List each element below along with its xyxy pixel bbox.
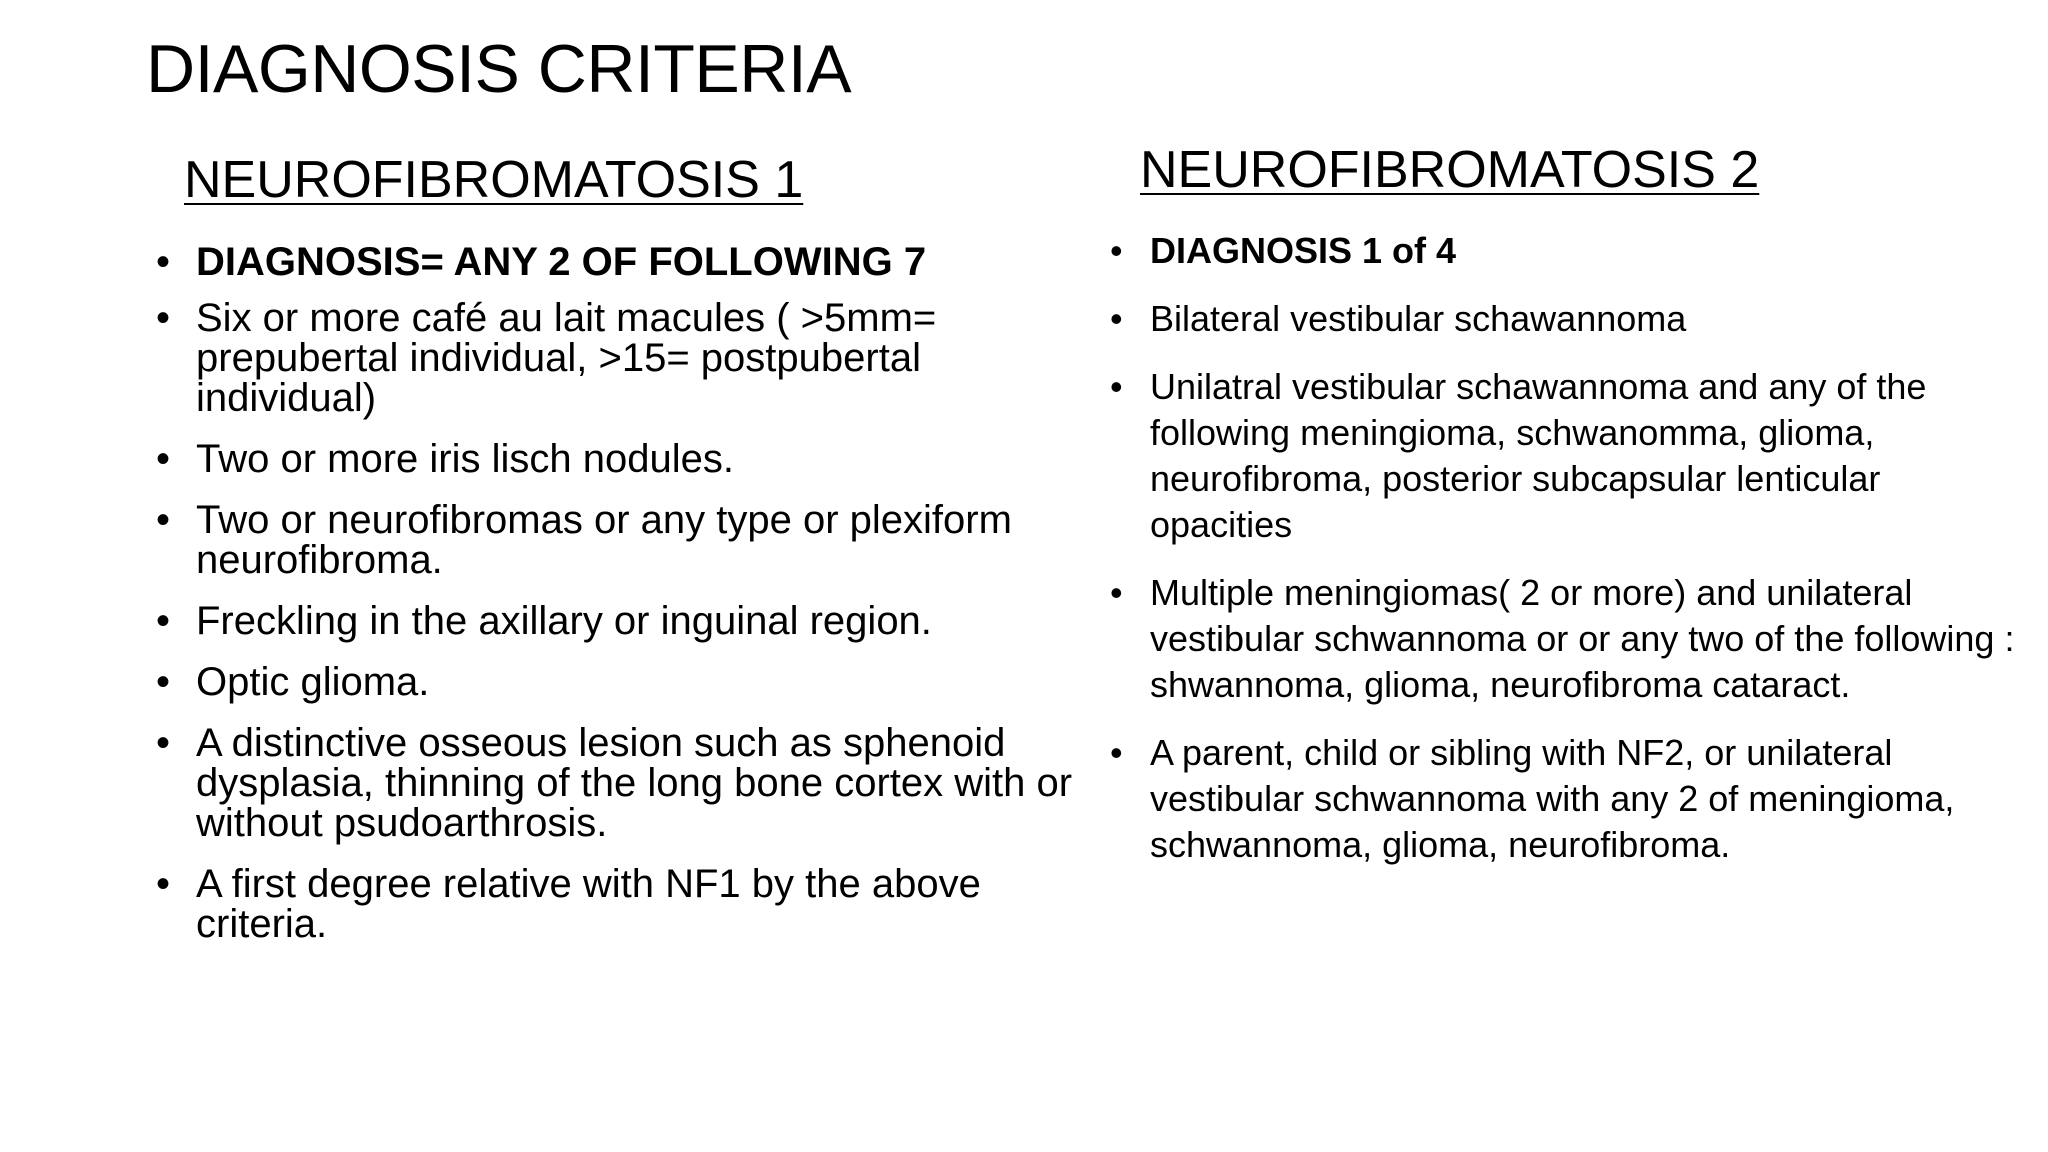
nf1-heading: NEUROFIBROMATOSIS 1 <box>184 151 804 209</box>
list-item <box>1110 296 2030 342</box>
bullet-icon: • <box>156 660 171 704</box>
list-item <box>156 500 1106 580</box>
list-item <box>156 864 1106 944</box>
bullet-icon: • <box>156 296 171 340</box>
criterion-text: Two or neurofibromas or any type or plexiform neurofibroma. <box>196 498 1012 582</box>
nf2-heading: NEUROFIBROMATOSIS 2 <box>1140 141 1760 199</box>
bullet-icon: • <box>156 240 171 284</box>
criterion-text: A first degree relative with NF1 by the above criteria. <box>196 862 981 946</box>
list-item <box>156 242 1106 282</box>
criterion-text: Optic glioma. <box>196 660 430 704</box>
list-item <box>1110 730 2030 868</box>
bullet-icon: • <box>156 599 171 643</box>
nf1-diagnosis-rule: DIAGNOSIS= ANY 2 OF FOLLOWING 7 <box>196 240 927 284</box>
bullet-icon: • <box>1110 366 1123 407</box>
bullet-icon: • <box>156 862 171 906</box>
bullet-icon: • <box>1110 230 1123 271</box>
criterion-text: A parent, child or sibling with NF2, or unilateral vestibular schwannoma with any 2 of meningioma, schwannoma, glioma, neurofibroma. <box>1150 732 1955 865</box>
nf2-diagnosis-rule: DIAGNOSIS 1 of 4 <box>1150 230 1457 271</box>
list-item <box>1110 364 2030 548</box>
nf1-criteria-list <box>156 242 1106 965</box>
list-item <box>156 662 1106 702</box>
criterion-text: A distinctive osseous lesion such as sphenoid dysplasia, thinning of the long bone cortex with or without psudoarthrosis. <box>196 721 1073 845</box>
criterion-text: Bilateral vestibular schawannoma <box>1150 298 1687 339</box>
slide-title: DIAGNOSIS CRITERIA <box>146 31 852 107</box>
bullet-icon: • <box>156 437 171 481</box>
list-item <box>156 439 1106 479</box>
list-item <box>156 298 1106 418</box>
criterion-text: Unilatral vestibular schawannoma and any of the following meningioma, schwanomma, glioma, neurofibroma, posterior subcapsular lenticular opacities <box>1150 366 1927 545</box>
list-item <box>156 601 1106 641</box>
list-item <box>156 723 1106 843</box>
nf2-criteria-list <box>1110 228 2030 890</box>
bullet-icon: • <box>1110 298 1123 339</box>
criterion-text: Six or more café au lait macules ( >5mm= prepubertal individual, >15= postpubertal individual) <box>196 296 937 420</box>
bullet-icon: • <box>156 498 171 542</box>
list-item <box>1110 228 2030 274</box>
bullet-icon: • <box>156 721 171 765</box>
criterion-text: Two or more iris lisch nodules. <box>196 437 734 481</box>
list-item <box>1110 570 2030 708</box>
criterion-text: Multiple meningiomas( 2 or more) and unilateral vestibular schwannoma or or any two of the following : shwannoma, glioma, neurofibroma cataract. <box>1150 572 2015 705</box>
bullet-icon: • <box>1110 732 1123 773</box>
criterion-text: Freckling in the axillary or inguinal region. <box>196 599 932 643</box>
bullet-icon: • <box>1110 572 1123 613</box>
